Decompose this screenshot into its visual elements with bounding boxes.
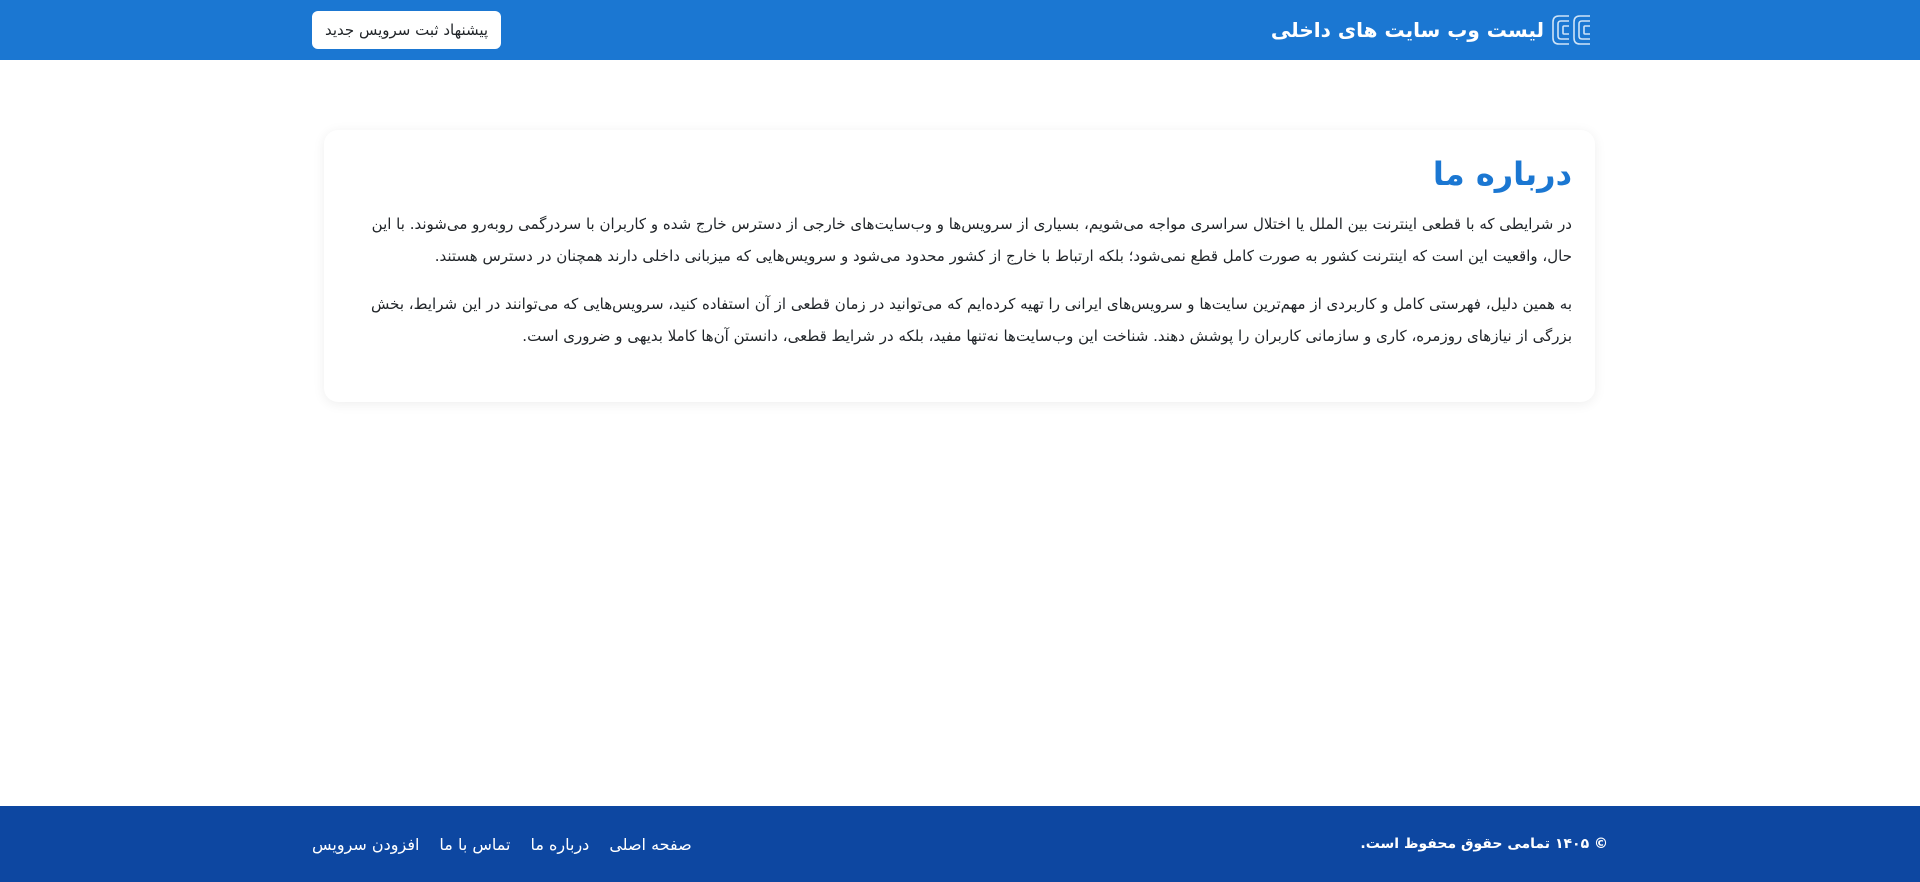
about-paragraph-1: در شرایطی که با قطعی اینترنت بین الملل یا اختلال سراسری مواجه می‌شویم، بسیاری از سرویس‌ها و وب‌سایت‌های خارجی از دسترس خارج شده و کاربران با سردرگمی روبه‌رو می‌شوند. با این حال، واقعیت این است که اینترنت کشور به صورت کامل قطع نمی‌شود؛ بلکه ارتباط با خارج از کشور محدود می‌شود و سرویس‌هایی که میزبانی داخلی دارند همچنان در دسترس هستند. [371,215,1572,265]
footer-link-add-service[interactable]: افزودن سرویس [312,834,420,854]
footer-link-contact[interactable]: تماس با ما [439,834,511,854]
about-card [324,130,1595,402]
suggest-service-button[interactable]: پیشنهاد ثبت سرویس جدید [312,11,501,49]
footer-link-home[interactable]: صفحه اصلی [609,834,692,854]
brand-title: لیست وب سایت های داخلی [1270,18,1544,42]
footer-inner [312,806,1608,882]
brand-link[interactable] [1271,12,1592,48]
cc-logo-icon [1550,12,1592,48]
copyright-text: © ۱۴۰۵ تمامی حقوق محفوظ است. [1360,836,1608,852]
footer-link-about[interactable]: درباره ما [530,834,590,854]
page-title: درباره ما [1432,155,1572,193]
footer [0,806,1920,882]
footer-nav [312,835,692,854]
about-paragraph-2: به همین دلیل، فهرستی کامل و کاربردی از مهم‌ترین سایت‌ها و سرویس‌های ایرانی را تهیه کرده‌ایم که می‌توانید در زمان قطعی از آن استفاده کنید، سرویس‌هایی که می‌توانند در این شرایط، بخش بزرگی از نیازهای روزمره، کاری و سازمانی کاربران را پوشش دهند. شناخت این وب‌سایت‌ها نه‌تنها مفید، بلکه در شرایط قطعی، دانستن آن‌ها کاملا بدیهی و ضروری است. [371,295,1572,345]
navbar-inner [312,0,1592,60]
navbar [0,0,1920,60]
